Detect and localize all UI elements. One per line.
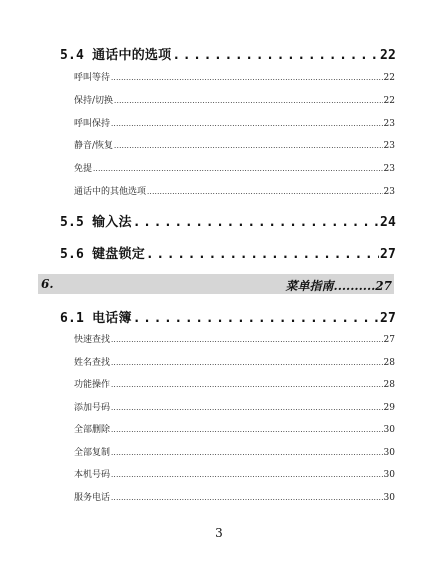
- toc-subentry-title: 快速查找: [74, 335, 111, 345]
- dot-leader: [111, 359, 383, 367]
- dot-leader: [172, 48, 379, 63]
- toc-subentry-page: 27: [383, 335, 395, 345]
- toc-subentry[interactable]: [74, 422, 395, 435]
- toc-subentry-page: 30: [383, 425, 395, 435]
- toc-subentry-page: 23: [383, 164, 395, 174]
- toc-subentry-title: 服务电话: [74, 493, 111, 503]
- chapter-title-group: [286, 277, 393, 294]
- toc-entry-title: 6.1 电话簿: [60, 311, 132, 326]
- toc-entry-page: 22: [379, 48, 396, 63]
- dot-leader: [133, 215, 379, 230]
- toc-subentry[interactable]: [74, 70, 395, 83]
- toc-chapter-6[interactable]: [38, 274, 394, 294]
- dot-leader: [111, 426, 383, 434]
- toc-subentry[interactable]: [74, 332, 395, 345]
- toc-entry-5-6[interactable]: [60, 243, 396, 262]
- toc-entry-6-1[interactable]: [60, 307, 396, 326]
- toc-subentry-page: 28: [383, 380, 395, 390]
- dot-leader: [114, 97, 383, 105]
- toc-subentry-title: 全部删除: [74, 425, 111, 435]
- toc-subentry-page: 23: [383, 187, 395, 197]
- chapter-title: 菜单指南: [285, 279, 334, 293]
- page-number: 3: [215, 526, 223, 540]
- toc-entry-title: 5.4 通话中的选项: [60, 48, 172, 63]
- toc-subentry-page: 30: [383, 493, 395, 503]
- toc-subentry[interactable]: [74, 490, 395, 503]
- toc-subentry[interactable]: [74, 116, 395, 129]
- toc-subentry-title: 添加号码: [74, 403, 111, 413]
- dot-leader: [111, 404, 383, 412]
- toc-subentry-title: 保持/切换: [74, 96, 114, 106]
- dot-leader: [111, 494, 383, 502]
- chapter-number: 6.: [41, 277, 54, 291]
- toc-subentry-page: 22: [383, 96, 395, 106]
- toc-subentry-title: 全部复制: [74, 448, 111, 458]
- dot-leader: [133, 311, 379, 326]
- dot-leader: [147, 188, 383, 196]
- toc-subentry[interactable]: [74, 467, 395, 480]
- toc-entry-page: 27: [379, 247, 396, 262]
- toc-subentry-page: 30: [383, 448, 395, 458]
- toc-subentry-page: 23: [383, 141, 395, 151]
- toc-subentry-page: 28: [383, 358, 395, 368]
- dot-leader: [111, 74, 383, 82]
- toc-subentry-title: 本机号码: [74, 470, 111, 480]
- toc-entry-title: 5.5 输入法: [60, 215, 132, 230]
- dot-leader: [111, 449, 383, 457]
- toc-subentry[interactable]: [74, 161, 395, 174]
- toc-subentry[interactable]: [74, 377, 395, 390]
- dot-leader: [111, 120, 383, 128]
- toc-subentry-title: 呼叫等待: [74, 73, 111, 83]
- toc-subentry[interactable]: [74, 355, 395, 368]
- toc-entry-5-4[interactable]: [60, 44, 396, 63]
- dot-leader: [111, 381, 383, 389]
- toc-entry-title: 5.6 键盘锁定: [60, 247, 145, 262]
- toc-entry-page: 27: [379, 311, 396, 326]
- toc-entry-page: 24: [379, 215, 396, 230]
- dot-leader: ..........: [333, 279, 376, 293]
- toc-subentry-page: 22: [383, 73, 395, 83]
- toc-subentry-title: 免提: [74, 164, 93, 174]
- toc-subentry-page: 29: [383, 403, 395, 413]
- toc-subentry[interactable]: [74, 400, 395, 413]
- toc-subentry-title: 静音/恢复: [74, 141, 114, 151]
- toc-subentry-page: 23: [383, 119, 395, 129]
- toc-subentry-title: 呼叫保持: [74, 119, 111, 129]
- toc-subentry[interactable]: [74, 184, 395, 197]
- toc-subentry-title: 通话中的其他选项: [74, 187, 147, 197]
- dot-leader: [146, 247, 379, 262]
- toc-subentry-title: 姓名查找: [74, 358, 111, 368]
- toc-subentry-title: 功能操作: [74, 380, 111, 390]
- toc-entry-5-5[interactable]: [60, 211, 396, 230]
- dot-leader: [114, 142, 383, 150]
- chapter-page: 27: [375, 279, 392, 293]
- dot-leader: [111, 336, 383, 344]
- toc-subentry[interactable]: [74, 93, 395, 106]
- toc-subentry[interactable]: [74, 138, 395, 151]
- toc-subentry[interactable]: [74, 445, 395, 458]
- dot-leader: [111, 471, 383, 479]
- dot-leader: [93, 165, 383, 173]
- toc-subentry-page: 30: [383, 470, 395, 480]
